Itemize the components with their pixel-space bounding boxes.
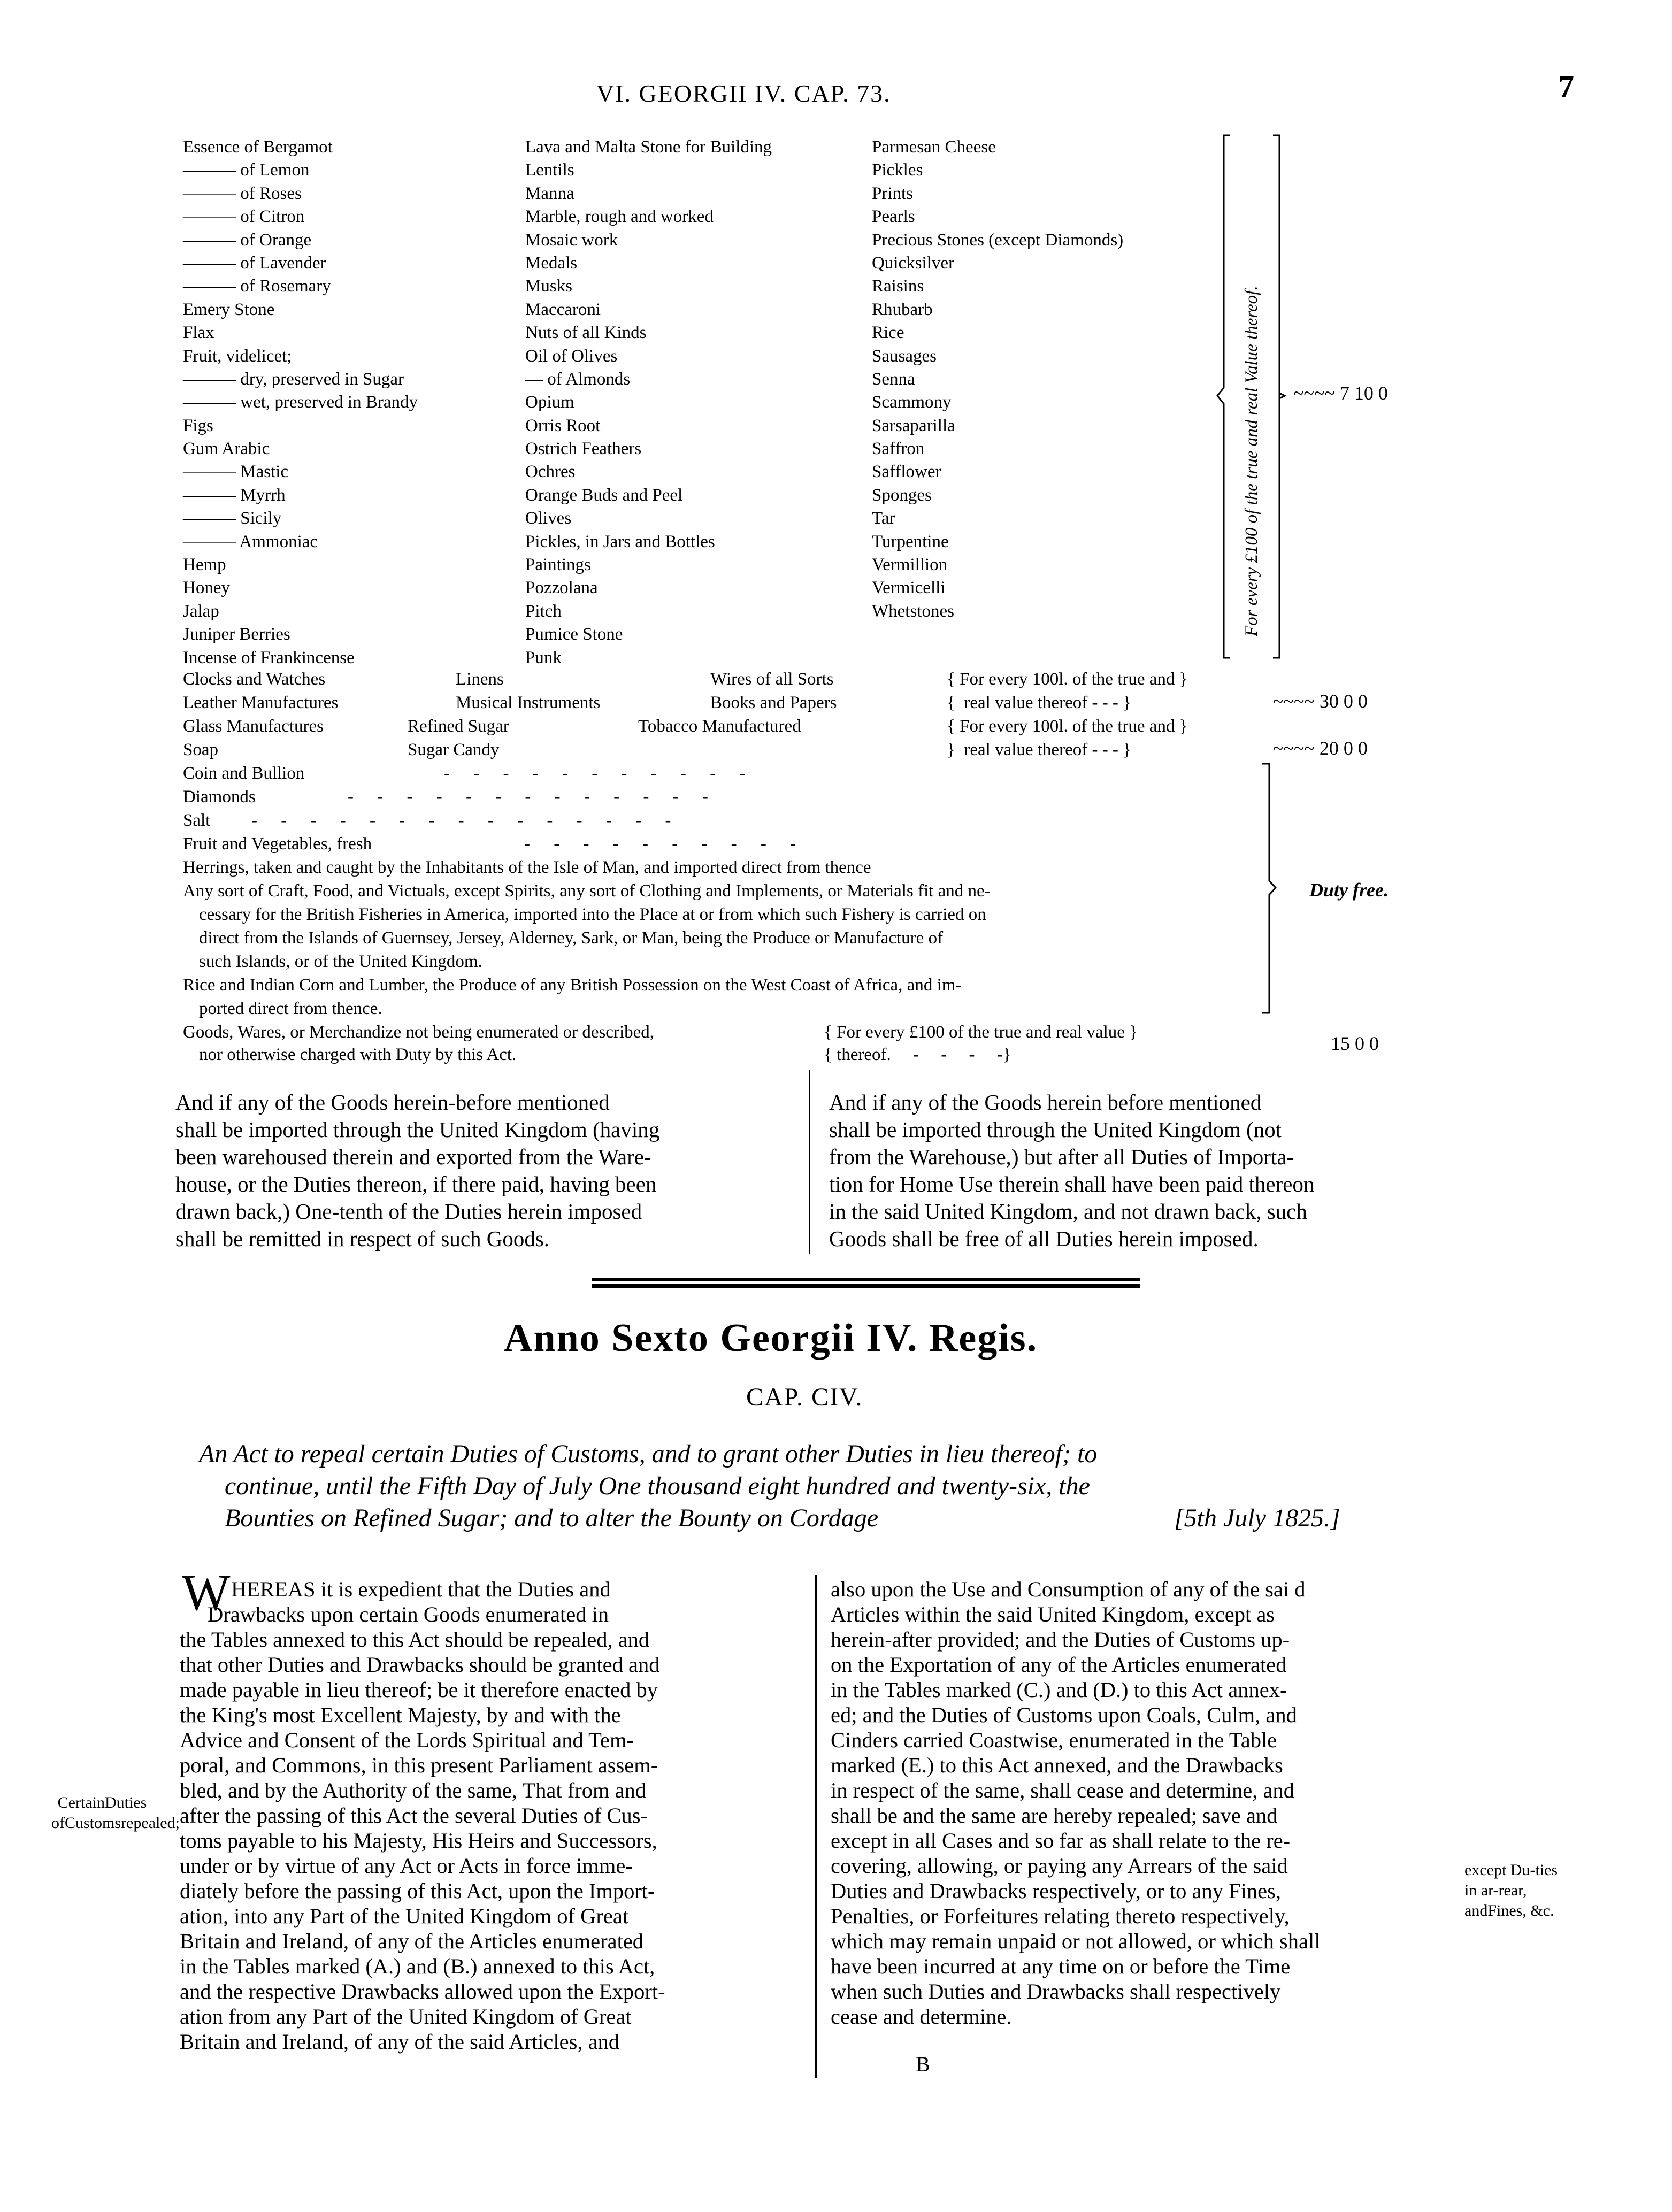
paragraph-line: tion for Home Use therein shall have been paid thereon	[829, 1172, 1315, 1196]
group3-row1-col1: Glass Manufactures	[183, 717, 324, 736]
table-item: ——— dry, preserved in Sugar	[183, 369, 404, 389]
table-item: Flax	[183, 323, 214, 343]
table-item: Honey	[183, 578, 230, 598]
table-item: Oil of Olives	[525, 346, 618, 366]
table-item: Rice	[872, 323, 904, 343]
body-line: diately before the passing of this Act, upon the Import-	[180, 1879, 655, 1903]
table-item: ——— Mastic	[183, 462, 289, 482]
body-line: shall be and the same are hereby repealed; save and	[831, 1803, 1278, 1827]
table-item: Hemp	[183, 555, 226, 575]
table-item: Musks	[525, 276, 573, 296]
group3-row2-col1: Soap	[183, 740, 218, 759]
body-line: after the passing of this Act the several Duties of Cus-	[180, 1803, 648, 1827]
group2-rate: 30 0 0	[1319, 690, 1368, 712]
drop-cap: W	[182, 1564, 231, 1621]
margin-line: ties in ar-	[1464, 1861, 1558, 1899]
body-line: in the Tables marked (C.) and (D.) to this Act annex-	[831, 1678, 1287, 1702]
table-item: Precious Stones (except Diamonds)	[872, 230, 1124, 250]
act-date: [5th July 1825.]	[1174, 1504, 1340, 1532]
body-line: poral, and Commons, in this present Parliament assem-	[180, 1753, 658, 1777]
table-item: ——— of Lavender	[183, 253, 326, 273]
group3-row1-col2: Refined Sugar	[408, 717, 509, 736]
body-line: when such Duties and Drawbacks shall respectively	[831, 1979, 1281, 2003]
table-item: — of Almonds	[525, 369, 631, 389]
free-item-craft: Any sort of Craft, Food, and Victuals, except Spirits, any sort of Clothing and Implements, or Materials fit and ne-	[183, 881, 991, 901]
act-description-1: An Act to repeal certain Duties of Customs, and to grant other Duties in lieu thereof; to	[199, 1440, 1098, 1468]
table-item: Olives	[525, 509, 572, 528]
body-line: have been incurred at any time on or before the Time	[831, 1954, 1291, 1978]
body-line: marked (E.) to this Act annexed, and the Drawbacks	[831, 1753, 1283, 1777]
rule-top	[592, 1278, 1140, 1281]
table-item: Rhubarb	[872, 299, 933, 319]
body-line: made payable in lieu thereof; be it therefore enacted by	[180, 1678, 658, 1702]
table-item: Mosaic work	[525, 230, 618, 250]
group1-vertical-label: For every £100 of the true and real Value thereof.	[1242, 286, 1261, 636]
table-item: Prints	[872, 183, 914, 203]
table-item: Sausages	[872, 346, 937, 366]
group2-row2-col1: Leather Manufactures	[183, 693, 339, 712]
table-item: Ochres	[525, 462, 576, 482]
table-item: Incense of Frankincense	[183, 648, 355, 667]
margin-line: repealed;	[121, 1814, 180, 1832]
table-item: Tar	[872, 509, 895, 528]
nonenum-line2: nor otherwise charged with Duty by this Act.	[199, 1045, 517, 1064]
margin-line: Certain	[57, 1794, 105, 1811]
table-item: Saffron	[872, 439, 925, 459]
paragraph-line: house, or the Duties thereon, if there paid, having been	[175, 1172, 657, 1196]
free-item-herrings: Herrings, taken and caught by the Inhabitants of the Isle of Man, and imported direct from thence	[183, 858, 871, 877]
table-item: Lava and Malta Stone for Building	[525, 137, 772, 157]
table-column-3	[872, 136, 1123, 623]
paragraph-line: been warehoused therein and exported from the Ware-	[175, 1145, 651, 1169]
table-item: Pozzolana	[525, 578, 598, 598]
table-item: ——— of Citron	[183, 207, 305, 227]
body-line: herein-after provided; and the Duties of Customs up-	[831, 1627, 1290, 1652]
free-item-fruit: Fruit and Vegetables, fresh	[183, 834, 372, 854]
paragraph-line: from the Warehouse,) but after all Duties of Importa-	[829, 1145, 1294, 1169]
table-item: Emery Stone	[183, 299, 275, 319]
table-item: Ostrich Feathers	[525, 439, 642, 459]
body-line: except in all Cases and so far as shall relate to the re-	[831, 1829, 1291, 1853]
paragraph-line: drawn back,) One-tenth of the Duties herein imposed	[175, 1199, 642, 1224]
paragraph-line: in the said United Kingdom, and not drawn back, such	[829, 1199, 1307, 1224]
table-column-2	[525, 136, 772, 670]
free-brace	[1260, 761, 1281, 1017]
body-line: in respect of the same, shall cease and determine, and	[831, 1778, 1295, 1802]
chapter-number: CAP. CIV.	[746, 1383, 863, 1411]
table-item: Sponges	[872, 485, 932, 505]
table-item: Safflower	[872, 462, 941, 482]
table-item: Senna	[872, 369, 915, 389]
table-item: ——— Ammoniac	[183, 532, 318, 551]
free-item-coin: Coin and Bullion	[183, 764, 305, 783]
table-item: Gum Arabic	[183, 439, 270, 459]
table-item: ——— Sicily	[183, 509, 282, 528]
margin-line: Fines, &c.	[1487, 1902, 1554, 1919]
free-item-craft-2: cessary for the British Fisheries in America, imported into the Place at or from which such Fishery is carried on	[199, 905, 986, 924]
paragraph-line: And if any of the Goods herein-before mentioned	[175, 1090, 610, 1115]
table-column-1	[183, 136, 418, 670]
body-line: Britain and Ireland, of any of the said Articles, and	[180, 2030, 620, 2054]
dot-leader: - - - - - - - - - - -	[444, 764, 755, 783]
table-item: Orange Buds and Peel	[525, 485, 683, 505]
table-item: Vermicelli	[872, 578, 946, 598]
table-item: Parmesan Cheese	[872, 137, 996, 157]
table-item: Turpentine	[872, 532, 949, 551]
group1-rate-line: ~~~~ 7 10 0	[1293, 382, 1388, 404]
body-line: also upon the Use and Consumption of any of the sai d	[831, 1577, 1306, 1601]
table-item: Fruit, videlicet;	[183, 346, 292, 366]
duty-free-label: Duty free.	[1309, 879, 1389, 901]
body-line: which may remain unpaid or not allowed, or which shall	[831, 1929, 1321, 1953]
table-item: Sarsaparilla	[872, 416, 955, 435]
column-divider	[809, 1070, 810, 1254]
dot-leader: - - - - - - - - - - - - - - -	[251, 811, 681, 830]
act-description-2: continue, until the Fifth Day of July One thousand eight hundred and twenty-six, the	[225, 1472, 1090, 1500]
table-item: Punk	[525, 648, 562, 667]
body-line: in the Tables marked (A.) and (B.) annexed to this Act,	[180, 1954, 655, 1978]
table-item: Pitch	[525, 601, 562, 621]
group3-basis-2: } real value thereof - - - }	[947, 740, 1132, 759]
table-item: Opium	[525, 393, 574, 412]
group2-basis-1: { For every 100l. of the true and }	[947, 670, 1188, 689]
free-item-craft-3: direct from the Islands of Guernsey, Jersey, Alderney, Sark, or Man, being the Produce or Manufacture of	[199, 928, 944, 948]
nonenum-basis-2: { thereof. - - - -}	[824, 1045, 1011, 1064]
paragraph-left	[175, 1089, 800, 1253]
table-item: Nuts of all Kinds	[525, 323, 647, 343]
table-item: Pumice Stone	[525, 625, 623, 644]
body-line: ation, into any Part of the United Kingdom of Great	[180, 1904, 629, 1928]
table-item: ——— Myrrh	[183, 485, 286, 505]
table-item: Pickles, in Jars and Bottles	[525, 532, 715, 551]
table-item: Pickles	[872, 160, 923, 180]
body-line: the Tables annexed to this Act should be repealed, and	[180, 1627, 650, 1652]
table-item: Juniper Berries	[183, 625, 290, 644]
group2-row1-col3: Wires of all Sorts	[710, 670, 834, 689]
table-item: Vermillion	[872, 555, 948, 575]
group2-row1-col2: Linens	[456, 670, 504, 689]
nonenum-line1: Goods, Wares, or Merchandize not being enumerated or described,	[183, 1023, 655, 1042]
table-item: Raisins	[872, 276, 924, 296]
act-description-3: Bounties on Refined Sugar; and to alter the Bounty on Cordage	[225, 1504, 879, 1532]
group2-row2-col3: Books and Papers	[710, 693, 837, 712]
margin-line: except Du-	[1464, 1861, 1536, 1879]
table-item: Pearls	[872, 207, 915, 227]
nonenum-rate: 15 0 0	[1331, 1033, 1379, 1054]
paragraph-line: shall be imported through the United Kingdom (having	[175, 1117, 660, 1142]
body-line: that other Duties and Drawbacks should be granted and	[180, 1653, 660, 1677]
table-item: ——— of Lemon	[183, 160, 310, 180]
paragraph-line: And if any of the Goods herein before mentioned	[829, 1090, 1262, 1115]
body-line: ation from any Part of the United Kingdom of Great	[180, 2004, 632, 2029]
table-item: Orris Root	[525, 416, 601, 435]
body-line: Duties and Drawbacks respectively, or to any Fines,	[831, 1879, 1282, 1903]
body-line: bled, and by the Authority of the same, That from and	[180, 1778, 647, 1802]
table-item: ——— of Roses	[183, 183, 302, 203]
group3-basis-1: { For every 100l. of the true and }	[947, 717, 1188, 736]
body-line: cease and determine.	[831, 2004, 1012, 2029]
body-line: Penalties, or Forfeitures relating thereto respectively,	[831, 1904, 1290, 1928]
body-line: toms payable to his Majesty, His Heirs and Successors,	[180, 1829, 657, 1853]
signature-mark: B	[916, 2052, 930, 2076]
paragraph-right	[829, 1089, 1455, 1253]
body-line: the King's most Excellent Majesty, by and with the	[180, 1703, 621, 1727]
table-item: Paintings	[525, 555, 591, 575]
group3-rate: 20 0 0	[1319, 738, 1368, 759]
table-item: Medals	[525, 253, 578, 273]
margin-line: Customs	[65, 1814, 121, 1832]
group1-rate: 7 10 0	[1339, 382, 1388, 404]
table-item: Essence of Bergamot	[183, 137, 333, 157]
table-item: Whetstones	[872, 601, 954, 621]
body-divider	[815, 1575, 817, 2078]
free-item-craft-4: such Islands, or of the United Kingdom.	[199, 952, 482, 971]
group2-basis-2: { real value thereof - - - }	[947, 693, 1132, 712]
table-item: Marble, rough and worked	[525, 207, 714, 227]
body-line: ed; and the Duties of Customs upon Coals, Culm, and	[831, 1703, 1297, 1727]
paragraph-line: shall be imported through the United Kingdom (not	[829, 1117, 1282, 1142]
body-line: HEREAS it is expedient that the Duties and	[231, 1577, 611, 1601]
group3-row2-col2: Sugar Candy	[408, 740, 500, 759]
table-item: ——— of Rosemary	[183, 276, 331, 296]
margin-note-left	[51, 1793, 180, 1833]
free-item-rice-2: ported direct from thence.	[199, 999, 382, 1018]
act-title: Anno Sexto Georgii IV. Regis.	[504, 1316, 1038, 1360]
group3-rate-line: ~~~~ 20 0 0	[1273, 738, 1368, 759]
dot-leader: - - - - - - - - - -	[524, 834, 806, 854]
group2-rate-line: ~~~~ 30 0 0	[1273, 690, 1368, 712]
free-item-diamonds: Diamonds	[183, 787, 256, 807]
page-number: 7	[1558, 69, 1574, 104]
running-title: VI. GEORGII IV. CAP. 73.	[596, 80, 891, 107]
table-item: Lentils	[525, 160, 574, 180]
body-line: on the Exportation of any of the Articles enumerated	[831, 1653, 1287, 1677]
paragraph-line: Goods shall be free of all Duties herein imposed.	[829, 1226, 1259, 1251]
table-item: ——— of Orange	[183, 230, 312, 250]
body-line: Drawbacks upon certain Goods enumerated in	[208, 1602, 609, 1626]
free-item-salt: Salt	[183, 811, 211, 830]
rule-bottom	[592, 1284, 1140, 1288]
body-line: Britain and Ireland, of any of the Articles enumerated	[180, 1929, 644, 1953]
margin-line: rear, and	[1464, 1881, 1527, 1919]
table-item: Scammony	[872, 393, 952, 412]
body-line: covering, allowing, or paying any Arrears of the said	[831, 1854, 1288, 1878]
table-item: Manna	[525, 183, 574, 203]
body-left-column	[180, 1577, 800, 2054]
table-item: Maccaroni	[525, 299, 601, 319]
body-line: and the respective Drawbacks allowed upon the Export-	[180, 1979, 665, 2003]
free-item-rice: Rice and Indian Corn and Lumber, the Produce of any British Possession on the West Coast of Africa, and im-	[183, 976, 962, 995]
nonenum-basis-1: { For every £100 of the true and real value }	[824, 1023, 1138, 1042]
group3-row1-col3: Tobacco Manufactured	[638, 717, 801, 736]
table-item: Figs	[183, 416, 213, 435]
margin-line: Duties of	[51, 1794, 147, 1832]
body-line: Cinders carried Coastwise, enumerated in the Table	[831, 1728, 1277, 1752]
body-line: Articles within the said United Kingdom, except as	[831, 1602, 1275, 1626]
dot-leader: - - - - - - - - - - - - -	[348, 787, 718, 807]
margin-note-right	[1464, 1860, 1571, 1921]
body-line: Advice and Consent of the Lords Spiritual and Tem-	[180, 1728, 634, 1752]
body-line: under or by virtue of any Act or Acts in force imme-	[180, 1854, 633, 1878]
body-right-column	[831, 1577, 1462, 2029]
group2-row1-col1: Clocks and Watches	[183, 670, 326, 689]
table-item: Quicksilver	[872, 253, 954, 273]
table-item: Jalap	[183, 601, 219, 621]
group2-row2-col2: Musical Instruments	[456, 693, 601, 712]
paragraph-line: shall be remitted in respect of such Goods.	[175, 1226, 550, 1251]
table-item: ——— wet, preserved in Brandy	[183, 393, 418, 412]
